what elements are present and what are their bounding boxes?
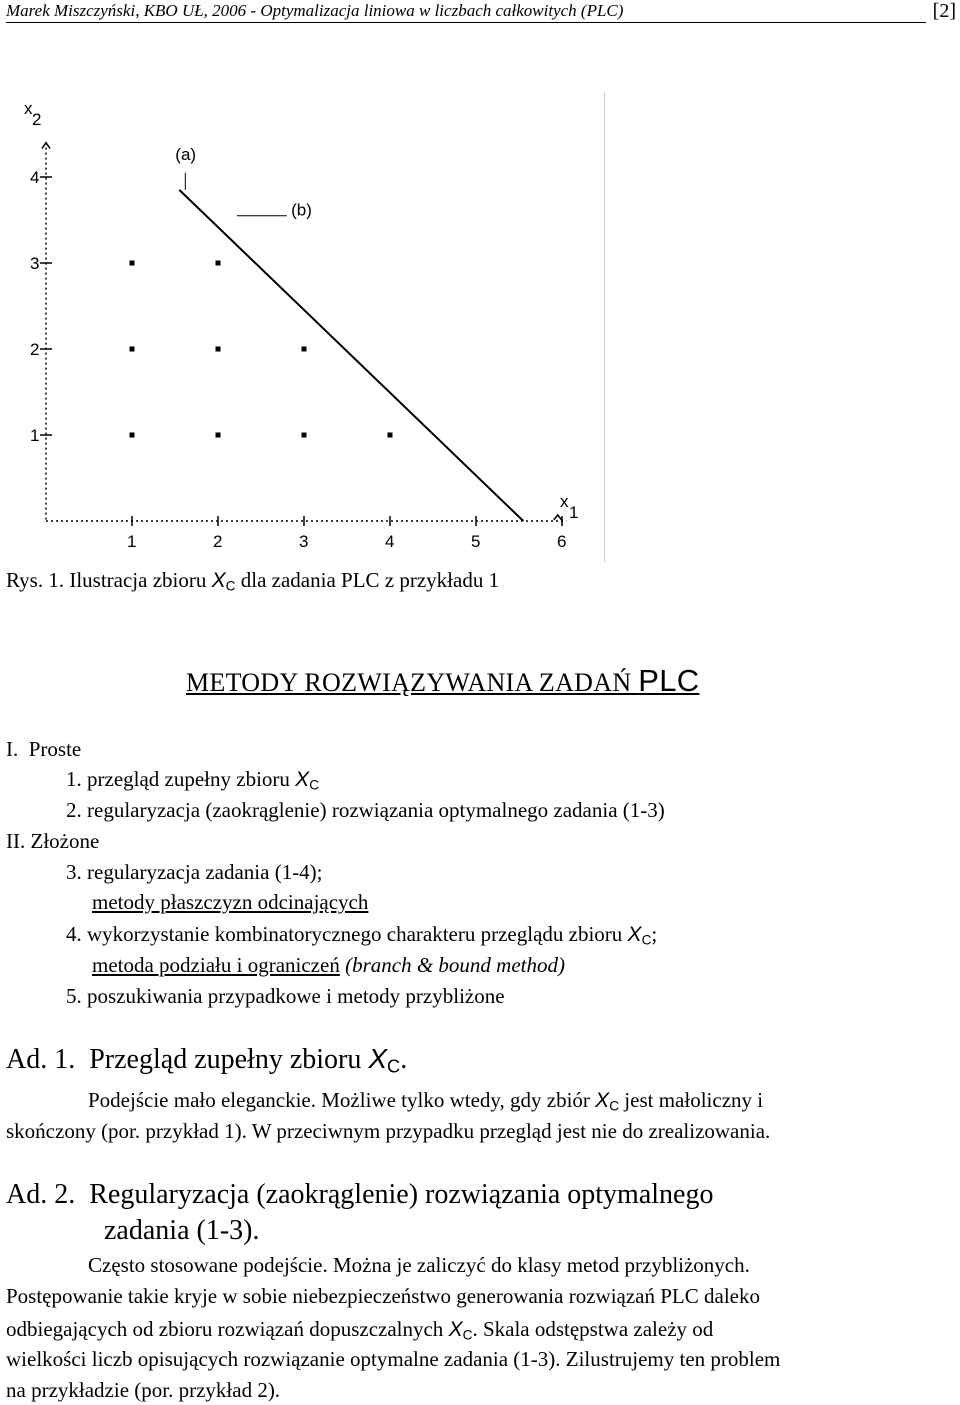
section-title-plc: PLC	[638, 663, 700, 698]
header-text: Marek Miszczyński, KBO UŁ, 2006 - Optymalizacja liniowa w liczbach całkowitych (PLC)	[6, 1, 624, 20]
outline-ii-num: II.	[6, 829, 26, 853]
x-tick-label: 6	[557, 532, 567, 551]
lattice-point	[130, 347, 135, 352]
caption-set-sub: C	[225, 578, 236, 594]
lattice-point	[130, 433, 135, 438]
ad2-p3-set-sub: C	[462, 1327, 473, 1343]
lattice-point	[388, 433, 393, 438]
ad2-heading-line-2: zadania (1-3).	[104, 1215, 260, 1246]
item4-set-sub: C	[641, 932, 652, 948]
ad2-paragraph-line-4: wielkości liczb opisujących rozwiązanie optymalne zadania (1-3). Zilustrujemy ten problem	[6, 1347, 781, 1371]
outline-i	[6, 736, 81, 762]
y-axis-sub: 2	[32, 110, 42, 129]
ad2-p3a: odbiegających od zbioru rozwiązań dopuszczalnych	[6, 1317, 449, 1341]
item4b-underlined: metoda podziału i ograniczeń	[92, 953, 340, 977]
item4-suffix: ;	[651, 922, 658, 946]
lattice-point	[302, 347, 307, 352]
header-rule	[6, 22, 926, 23]
item4-set-symbol: X	[627, 923, 642, 946]
caption-set-symbol: X	[211, 569, 226, 592]
lattice-point	[302, 433, 307, 438]
outline-item-2: 2. regularyzacja (zaokrąglenie) rozwiązania optymalnego zadania (1-3)	[66, 798, 665, 822]
outline-ii-label: Złożone	[30, 829, 100, 853]
lattice-point	[216, 347, 221, 352]
x-tick-label: 1	[127, 532, 137, 551]
ad1-p1b: jest małoliczny i	[619, 1088, 764, 1112]
caption-suffix: dla zadania PLC z przykładu 1	[235, 568, 500, 592]
y-tick-label: 3	[30, 254, 40, 273]
ad1-p1a: Podejście mało eleganckie. Możliwe tylko wtedy, gdy zbiór	[88, 1088, 596, 1112]
page-header	[6, 0, 956, 26]
outline-item-1	[66, 766, 319, 798]
ad1-p1-set-sub: C	[609, 1098, 620, 1114]
outline-item-4-sub	[92, 952, 565, 978]
x-tick-label: 2	[213, 532, 223, 551]
x-tick-label: 3	[299, 532, 309, 551]
lattice-point	[216, 433, 221, 438]
ad2-heading	[6, 1178, 713, 1212]
outline-ii	[6, 828, 99, 854]
figure-lattice-plot	[20, 92, 606, 562]
figure-edge	[604, 92, 605, 562]
y-tick-label: 1	[30, 426, 40, 445]
ad2-num: Ad. 2.	[6, 1179, 76, 1210]
ad2-title: Regularyzacja (zaokrąglenie) rozwiązania optymalnego	[89, 1179, 714, 1210]
outline-i-num: I.	[6, 737, 19, 761]
ad2-p3-set-symbol: X	[448, 1318, 463, 1341]
ad1-p1-set-symbol: X	[595, 1089, 610, 1112]
ad1-heading	[6, 1042, 407, 1084]
ad1-title-end: .	[400, 1044, 408, 1075]
page-number: [2]	[932, 0, 956, 22]
constraint-line	[179, 190, 523, 521]
outline-item-4	[66, 921, 657, 953]
item1-set-symbol: X	[295, 768, 310, 791]
label-a: (a)	[175, 145, 197, 165]
y-tick-label: 4	[30, 168, 40, 187]
outline-item-5: 5. poszukiwania przypadkowe i metody przybliżone	[66, 984, 505, 1008]
section-title-main: METODY ROZWIĄZYWANIA ZADAŃ	[186, 668, 639, 697]
x-axis-label: x	[560, 492, 569, 511]
item1-text: 1. przegląd zupełny zbioru	[66, 767, 296, 791]
lattice-point	[130, 261, 135, 266]
ad1-set-sub: C	[387, 1056, 401, 1077]
x-tick-label: 4	[385, 532, 395, 551]
ad2-paragraph-line-3	[6, 1316, 713, 1348]
ad2-p3b: . Skala odstępstwa zależy od	[472, 1317, 714, 1341]
x-axis-sub: 1	[569, 503, 579, 522]
y-tick-label: 2	[30, 340, 40, 359]
ad1-num: Ad. 1.	[6, 1044, 76, 1075]
x-axis-arrow	[554, 515, 562, 520]
ad1-set-symbol: X	[368, 1043, 388, 1074]
caption-prefix: Rys. 1. Ilustracja zbioru	[6, 568, 212, 592]
item4-text: 4. wykorzystanie kombinatorycznego charakteru przeglądu zbioru	[66, 922, 628, 946]
ad2-paragraph-line-5: na przykładzie (por. przykład 2).	[6, 1378, 281, 1402]
ad2-paragraph-line-1: Często stosowane podejście. Można je zaliczyć do klasy metod przybliżonych.	[88, 1253, 750, 1277]
outline-item-3: 3. regularyzacja zadania (1-4);	[66, 860, 323, 884]
x-tick-label: 5	[471, 532, 481, 551]
ad1-paragraph-line-2: skończony (por. przykład 1). W przeciwnym przypadku przegląd jest nie do zrealizowania.	[6, 1119, 771, 1143]
outline-i-label: Proste	[28, 737, 82, 761]
item4b-rest: (branch & bound method)	[339, 953, 565, 977]
ad1-paragraph-line-1	[88, 1087, 763, 1119]
section-title	[186, 663, 699, 699]
outline-item-3-sub: metody płaszczyzn odcinających	[92, 890, 369, 914]
ad1-title: Przegląd zupełny zbioru	[89, 1044, 369, 1075]
ad2-paragraph-line-2: Postępowanie takie kryje w sobie niebezpieczeństwo generowania rozwiązań PLC daleko	[6, 1284, 760, 1308]
figure-caption	[6, 568, 499, 593]
y-axis-label: x	[24, 99, 33, 118]
label-b: (b)	[291, 200, 312, 220]
lattice-point	[216, 261, 221, 266]
item1-set-sub: C	[309, 777, 320, 793]
